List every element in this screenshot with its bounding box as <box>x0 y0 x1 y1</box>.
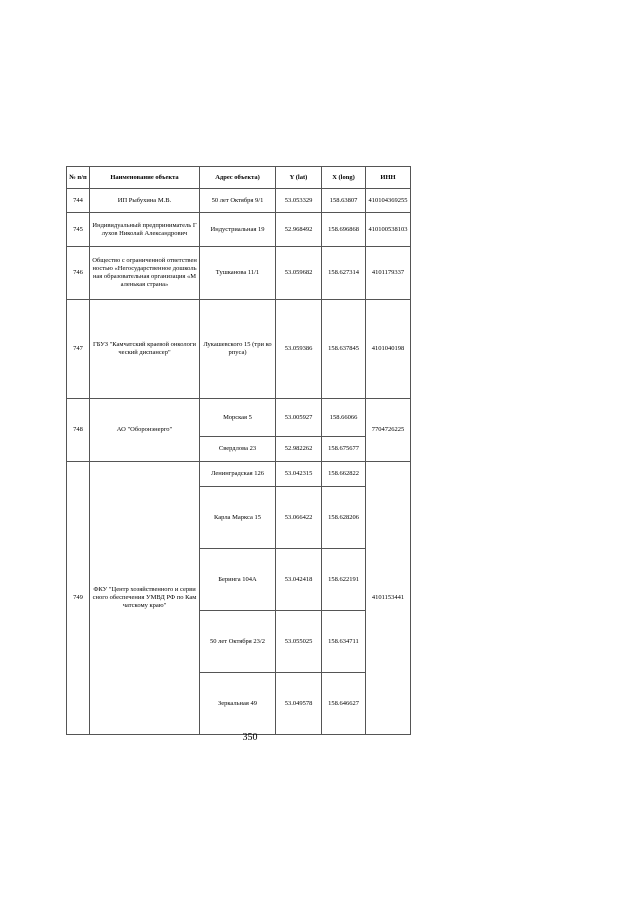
row-inn: 7704726225 <box>366 399 411 462</box>
row-num: 746 <box>67 247 90 300</box>
row-address: Морская 5 <box>200 399 276 437</box>
row-inn: 410104369255 <box>366 189 411 213</box>
row-lat: 53.055025 <box>276 611 322 673</box>
row-long: 158.628206 <box>322 487 366 549</box>
row-lat: 53.066422 <box>276 487 322 549</box>
row-long: 158.637845 <box>322 300 366 399</box>
header-name: Наименование объекта <box>90 167 200 189</box>
row-name: Общество с ограниченной ответственностью «Негосударственное дошкольная образовательная организация «Маленькая страна» <box>90 247 200 300</box>
table-row <box>67 300 411 399</box>
row-lat: 53.059682 <box>276 247 322 300</box>
page-number: 350 <box>242 732 258 743</box>
row-long: 158.627314 <box>322 247 366 300</box>
row-lat: 53.049578 <box>276 673 322 735</box>
table-row <box>67 189 411 213</box>
row-num: 745 <box>67 213 90 247</box>
row-long: 158.675677 <box>322 437 366 462</box>
table-row <box>67 462 411 487</box>
table-row <box>67 247 411 300</box>
row-lat: 52.968492 <box>276 213 322 247</box>
row-address: Беринга 104А <box>200 549 276 611</box>
row-lat: 53.005927 <box>276 399 322 437</box>
header-long: X (long) <box>322 167 366 189</box>
row-address: Лукашевского 15 (три корпуса) <box>200 300 276 399</box>
header-address: Адрес объекта) <box>200 167 276 189</box>
row-name: ИП Рыбухина М.В. <box>90 189 200 213</box>
row-inn: 410100538103 <box>366 213 411 247</box>
row-address: Индустриальная 19 <box>200 213 276 247</box>
row-long: 158.622191 <box>322 549 366 611</box>
row-name: Индивидуальный предприниматель Глухов Николай Александрович <box>90 213 200 247</box>
row-lat: 53.042315 <box>276 462 322 487</box>
row-lat: 52.982262 <box>276 437 322 462</box>
table-row <box>67 399 411 437</box>
row-address: Карла Маркса 15 <box>200 487 276 549</box>
row-inn: 4101040198 <box>366 300 411 399</box>
row-long: 158.646627 <box>322 673 366 735</box>
row-long: 158.66066 <box>322 399 366 437</box>
row-address: 50 лет Октября 23/2 <box>200 611 276 673</box>
row-name: ФКУ "Центр хозяйственного и сервисного обеспечения УМВД РФ по Камчатскому краю" <box>90 462 200 735</box>
row-address: Зеркальная 49 <box>200 673 276 735</box>
header-lat: Y (lat) <box>276 167 322 189</box>
row-address: Ленинградская 126 <box>200 462 276 487</box>
row-long: 158.634711 <box>322 611 366 673</box>
row-long: 158.662822 <box>322 462 366 487</box>
row-address: Тушканова 11/1 <box>200 247 276 300</box>
row-long: 158.696868 <box>322 213 366 247</box>
row-long: 158.63807 <box>322 189 366 213</box>
row-lat: 53.053329 <box>276 189 322 213</box>
row-num: 749 <box>67 462 90 735</box>
table-row <box>67 213 411 247</box>
header-inn: ИНН <box>366 167 411 189</box>
row-num: 744 <box>67 189 90 213</box>
row-inn: 4101153441 <box>366 462 411 735</box>
row-address: Свердлова 23 <box>200 437 276 462</box>
row-num: 747 <box>67 300 90 399</box>
row-address: 50 лет Октября 9/1 <box>200 189 276 213</box>
row-inn: 4101179337 <box>366 247 411 300</box>
table-header-row <box>67 167 411 189</box>
row-name: АО "Оборонэнерго" <box>90 399 200 462</box>
row-lat: 53.042418 <box>276 549 322 611</box>
row-num: 748 <box>67 399 90 462</box>
row-name: ГБУЗ "Камчатский краевой онкологический диспансер" <box>90 300 200 399</box>
registry-table <box>66 166 411 735</box>
row-lat: 53.059386 <box>276 300 322 399</box>
header-num: № п/п <box>67 167 90 189</box>
